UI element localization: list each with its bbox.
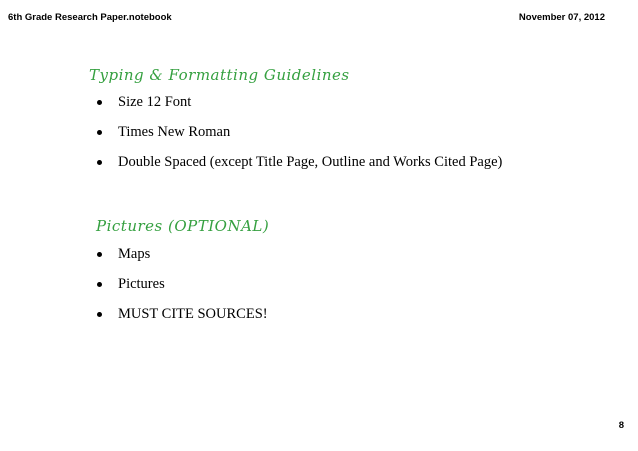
list-item-text: Double Spaced (except Title Page, Outline and Works Cited Page) — [118, 154, 503, 170]
bullet-icon — [97, 100, 102, 105]
section-heading-formatting: Typing & Formatting Guidelines — [89, 66, 350, 84]
bullet-icon — [97, 160, 102, 165]
bullet-icon — [97, 312, 102, 317]
section-heading-pictures: Pictures (OPTIONAL) — [96, 217, 270, 235]
list-item-text: Pictures — [118, 276, 165, 292]
bullet-icon — [97, 282, 102, 287]
list-item-text: Size 12 Font — [118, 94, 192, 110]
notebook-filename: 6th Grade Research Paper.notebook — [8, 12, 172, 23]
list-item-text: Maps — [118, 246, 151, 262]
list-item-text: MUST CITE SOURCES! — [118, 306, 268, 322]
page-date: November 07, 2012 — [518, 12, 605, 23]
list-item-text: Times New Roman — [118, 124, 231, 140]
bullet-icon — [97, 130, 102, 135]
bullet-icon — [97, 252, 102, 257]
page-number: 8 — [618, 420, 624, 431]
